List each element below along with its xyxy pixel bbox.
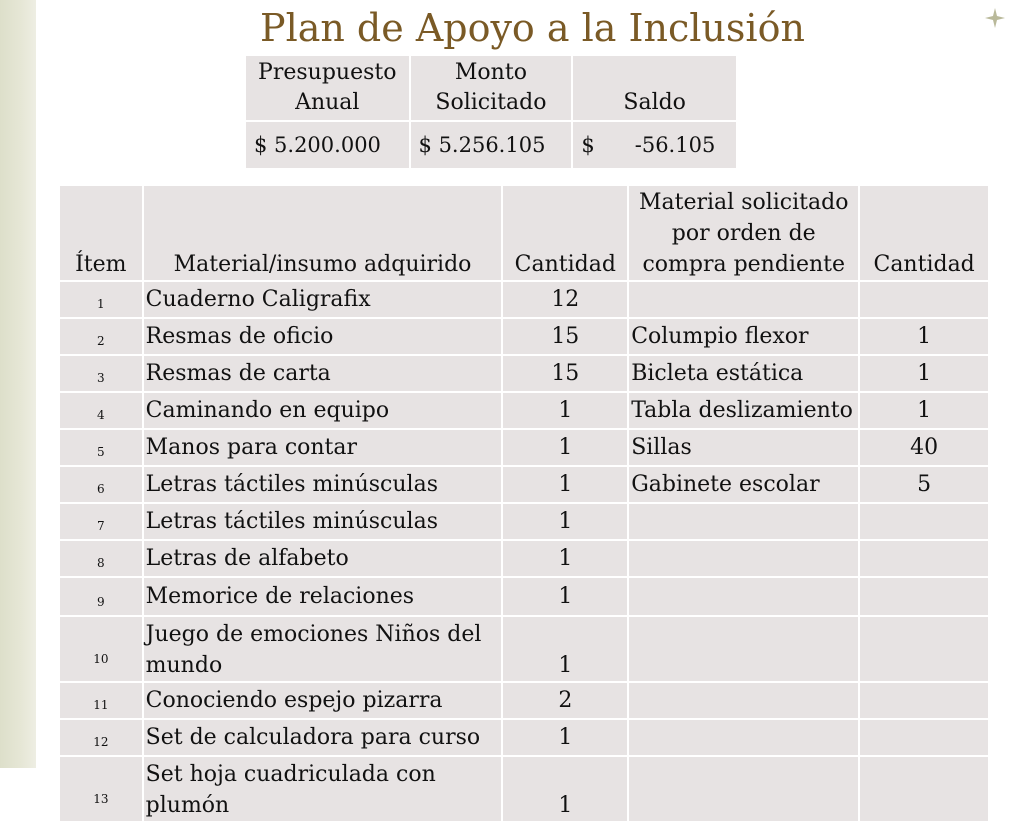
budget-table: [244, 54, 738, 170]
item-number: 4: [59, 392, 143, 429]
table-row: [59, 503, 989, 540]
pending-material-cell: Gabinete escolar: [628, 466, 859, 503]
item-number: 5: [59, 429, 143, 466]
quantity-cell: 15: [502, 355, 628, 392]
pending-material-cell: [628, 616, 859, 682]
budget-header-monto: Monto Solicitado: [410, 55, 573, 121]
pending-material-cell: Tabla deslizamiento: [628, 392, 859, 429]
table-row: [59, 429, 989, 466]
table-row: [59, 682, 989, 719]
item-number: 10: [59, 616, 143, 682]
table-row: [59, 318, 989, 355]
quantity-cell: 1: [502, 466, 628, 503]
pending-material-cell: Bicleta estática: [628, 355, 859, 392]
sparkle-icon: [985, 8, 1005, 28]
budget-header-saldo: Saldo: [572, 55, 737, 121]
item-number: 11: [59, 682, 143, 719]
material-cell: Letras táctiles minúsculas: [143, 503, 503, 540]
material-cell: Letras táctiles minúsculas: [143, 466, 503, 503]
quantity-cell: 1: [502, 429, 628, 466]
pending-material-cell: [628, 682, 859, 719]
table-row: [59, 756, 989, 822]
items-header-row: [59, 185, 989, 281]
table-row: [59, 719, 989, 756]
material-cell: Memorice de relaciones: [143, 577, 503, 616]
pending-material-cell: [628, 503, 859, 540]
budget-header-row: [245, 55, 737, 121]
quantity-cell: 1: [502, 540, 628, 577]
pending-material-cell: [628, 719, 859, 756]
material-cell: Letras de alfabeto: [143, 540, 503, 577]
items-table: [58, 184, 990, 823]
pending-quantity-cell: 1: [859, 392, 989, 429]
header-material: Material/insumo adquirido: [143, 185, 503, 281]
quantity-cell: 15: [502, 318, 628, 355]
quantity-cell: 1: [502, 719, 628, 756]
item-number: 3: [59, 355, 143, 392]
table-row: [59, 281, 989, 318]
budget-value-monto: $ 5.256.105: [410, 121, 573, 169]
pending-quantity-cell: [859, 281, 989, 318]
budget-value-row: [245, 121, 737, 169]
material-cell: Set hoja cuadriculada con plumón: [143, 756, 503, 822]
budget-header-presupuesto: Presupuesto Anual: [245, 55, 410, 121]
pending-quantity-cell: [859, 616, 989, 682]
pending-quantity-cell: 1: [859, 318, 989, 355]
pending-material-cell: [628, 577, 859, 616]
pending-material-cell: Sillas: [628, 429, 859, 466]
pending-quantity-cell: [859, 540, 989, 577]
item-number: 8: [59, 540, 143, 577]
material-cell: Cuaderno Caligrafix: [143, 281, 503, 318]
quantity-cell: 1: [502, 756, 628, 822]
pending-quantity-cell: [859, 577, 989, 616]
material-cell: Set de calculadora para curso: [143, 719, 503, 756]
pending-quantity-cell: [859, 756, 989, 822]
quantity-cell: 2: [502, 682, 628, 719]
table-row: [59, 466, 989, 503]
table-row: [59, 616, 989, 682]
material-cell: Conociendo espejo pizarra: [143, 682, 503, 719]
pending-quantity-cell: 1: [859, 355, 989, 392]
pending-material-cell: Columpio flexor: [628, 318, 859, 355]
item-number: 6: [59, 466, 143, 503]
header-cantidad: Cantidad: [502, 185, 628, 281]
pending-quantity-cell: [859, 503, 989, 540]
item-number: 9: [59, 577, 143, 616]
material-cell: Caminando en equipo: [143, 392, 503, 429]
table-row: [59, 577, 989, 616]
item-number: 12: [59, 719, 143, 756]
pending-quantity-cell: [859, 719, 989, 756]
material-cell: Resmas de oficio: [143, 318, 503, 355]
pending-quantity-cell: 40: [859, 429, 989, 466]
budget-value-saldo: $ -56.105: [572, 121, 737, 169]
item-number: 2: [59, 318, 143, 355]
quantity-cell: 1: [502, 616, 628, 682]
pending-material-cell: [628, 540, 859, 577]
pending-quantity-cell: 5: [859, 466, 989, 503]
item-number: 13: [59, 756, 143, 822]
side-decoration-bar: [0, 0, 36, 768]
budget-value-presupuesto: $ 5.200.000: [245, 121, 410, 169]
table-row: [59, 540, 989, 577]
table-row: [59, 355, 989, 392]
quantity-cell: 1: [502, 503, 628, 540]
item-number: 1: [59, 281, 143, 318]
material-cell: Juego de emociones Niños del mundo: [143, 616, 503, 682]
quantity-cell: 1: [502, 577, 628, 616]
header-item: Ítem: [59, 185, 143, 281]
material-cell: Resmas de carta: [143, 355, 503, 392]
table-row: [59, 392, 989, 429]
pending-material-cell: [628, 281, 859, 318]
header-pending-cantidad: Cantidad: [859, 185, 989, 281]
header-pending-material: Material solicitado por orden de compra pendiente: [628, 185, 859, 281]
quantity-cell: 1: [502, 392, 628, 429]
pending-material-cell: [628, 756, 859, 822]
slide-title: Plan de Apoyo a la Inclusión: [260, 6, 805, 50]
pending-quantity-cell: [859, 682, 989, 719]
material-cell: Manos para contar: [143, 429, 503, 466]
quantity-cell: 12: [502, 281, 628, 318]
item-number: 7: [59, 503, 143, 540]
